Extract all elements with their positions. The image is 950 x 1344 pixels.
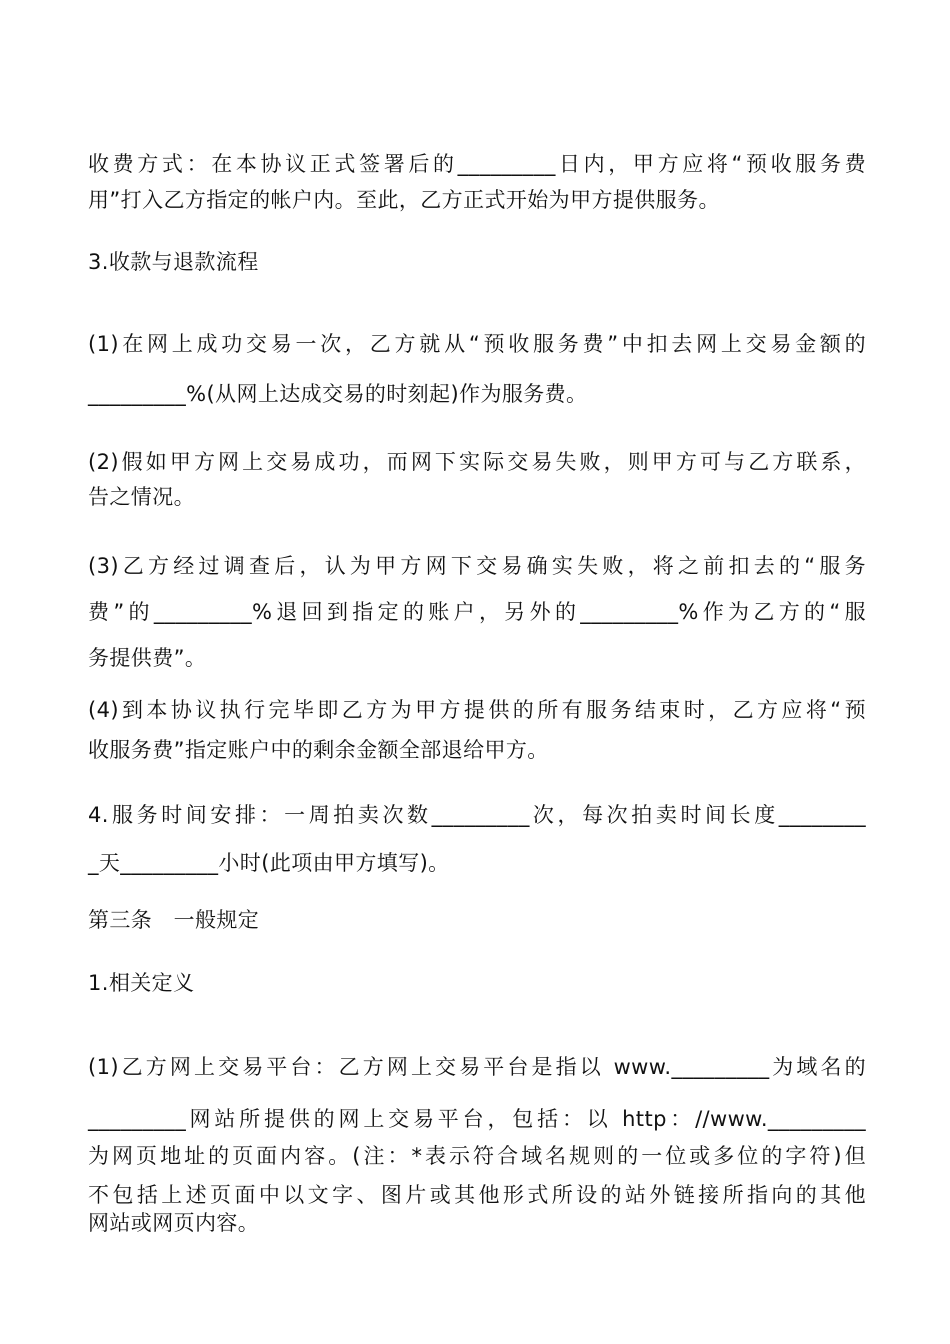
text-line: 网站或网页内容。	[88, 1211, 260, 1235]
paragraph-payment-method	[88, 146, 866, 218]
text-line: (2)假如甲方网上交易成功，而网下实际交易失败，则甲方可与乙方联系，	[88, 450, 866, 474]
text-line: (1)乙方网上交易平台：乙方网上交易平台是指以 www._________为域名的	[88, 1055, 866, 1079]
heading-collection-refund	[88, 246, 866, 278]
paragraph-platform-definition	[88, 1041, 866, 1145]
paragraph-item-1	[88, 319, 866, 419]
paragraph-platform-exclusion	[88, 1181, 866, 1237]
text-line: _________网站所提供的网上交易平台，包括：以 http：//www._________	[88, 1107, 866, 1131]
paragraph-item-3	[88, 543, 866, 681]
paragraph-item-4	[88, 690, 866, 770]
text-line: (4)到本协议执行完毕即乙方为甲方提供的所有服务结束时，乙方应将“预	[88, 698, 866, 722]
text-line: 1.相关定义	[88, 971, 195, 995]
paragraph-service-schedule	[88, 791, 866, 887]
heading-definitions	[88, 967, 866, 999]
paragraph-platform-definition-cont	[88, 1140, 866, 1172]
text-line: 告之情况。	[88, 485, 195, 509]
text-line: _________%(从网上达成交易的时刻起)作为服务费。	[88, 382, 588, 406]
text-line: 费”的_________%退回到指定的账户，另外的_________%作为乙方的“服	[88, 600, 866, 624]
paragraph-item-2	[88, 445, 866, 515]
text-line: 务提供费”。	[88, 646, 207, 670]
text-line: _天_________小时(此项由甲方填写)。	[88, 851, 450, 875]
text-line: 用”打入乙方指定的帐户内。至此，乙方正式开始为甲方提供服务。	[88, 188, 720, 212]
text-line: 4.服务时间安排：一周拍卖次数_________次，每次拍卖时间长度________	[88, 803, 866, 827]
text-line: 第三条 一般规定	[88, 908, 260, 932]
text-line: 收服务费”指定账户中的剩余金额全部退给甲方。	[88, 738, 549, 762]
text-line: 不包括上述页面中以文字、图片或其他形式所设的站外链接所指向的其他	[88, 1183, 866, 1207]
heading-article-3	[88, 904, 866, 936]
text-line: 3.收款与退款流程	[88, 250, 259, 274]
text-line: (3)乙方经过调查后，认为甲方网下交易确实失败，将之前扣去的“服务	[88, 554, 866, 578]
text-line: 为网页地址的页面内容。(注：*表示符合域名规则的一位或多位的字符)但	[88, 1144, 866, 1168]
text-line: (1)在网上成功交易一次，乙方就从“预收服务费”中扣去网上交易金额的	[88, 332, 866, 356]
text-line: 收费方式：在本协议正式签署后的_________日内，甲方应将“预收服务费	[88, 152, 866, 176]
